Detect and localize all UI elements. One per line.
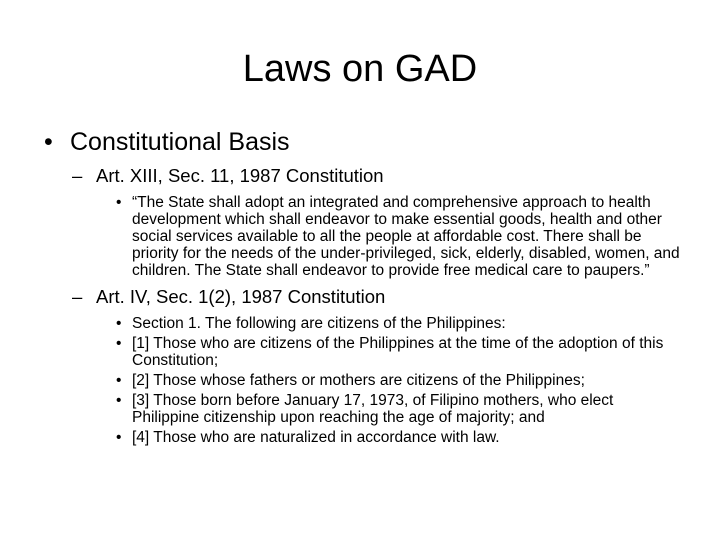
list-item: [44, 194, 694, 279]
section-heading-text: Constitutional Basis: [70, 128, 290, 156]
list-item: [44, 335, 694, 369]
list-item: [44, 429, 694, 446]
dash-icon: –: [72, 286, 83, 307]
list-item: [44, 315, 694, 332]
dash-icon: –: [72, 165, 83, 186]
slide-title: Laws on GAD: [242, 48, 478, 90]
section-heading: [44, 126, 694, 158]
bullet-icon: •: [116, 429, 122, 446]
list-item: [44, 372, 694, 389]
bullet-icon: •: [44, 128, 53, 156]
list-item-text: [2] Those whose fathers or mothers are citizens of the Philippines;: [132, 372, 585, 389]
slide-body: [44, 126, 694, 452]
bullet-icon: •: [116, 194, 122, 211]
subsection-items: [44, 315, 694, 446]
subsection-heading: [44, 285, 694, 309]
subsection-heading-text: Art. XIII, Sec. 11, 1987 Constitution: [96, 165, 384, 186]
bullet-icon: •: [116, 335, 122, 352]
bullet-icon: •: [116, 392, 122, 409]
list-item-text: “The State shall adopt an integrated and comprehensive approach to health development which shall endeavor to make essential goods, health and other social services available to all the people at affordable cost. There shall be priority for the needs of the under-privileged, sick, elderly, disabled, women, and children. The State shall endeavor to provide free medical care to paupers.”: [132, 194, 680, 279]
subsection-heading-text: Art. IV, Sec. 1(2), 1987 Constitution: [96, 286, 386, 307]
list-item-text: [3] Those born before January 17, 1973, of Filipino mothers, who elect Philippine citizenship upon reaching the age of majority; and: [132, 392, 614, 426]
list-item-text: Section 1. The following are citizens of the Philippines:: [132, 315, 506, 332]
list-item: [44, 392, 694, 426]
subsection-heading: [44, 164, 694, 188]
subsection-items: [44, 194, 694, 279]
list-item-text: [1] Those who are citizens of the Philippines at the time of the adoption of this Constitution;: [132, 335, 664, 369]
bullet-icon: •: [116, 315, 122, 332]
bullet-icon: •: [116, 372, 122, 389]
list-item-text: [4] Those who are naturalized in accordance with law.: [132, 429, 500, 446]
